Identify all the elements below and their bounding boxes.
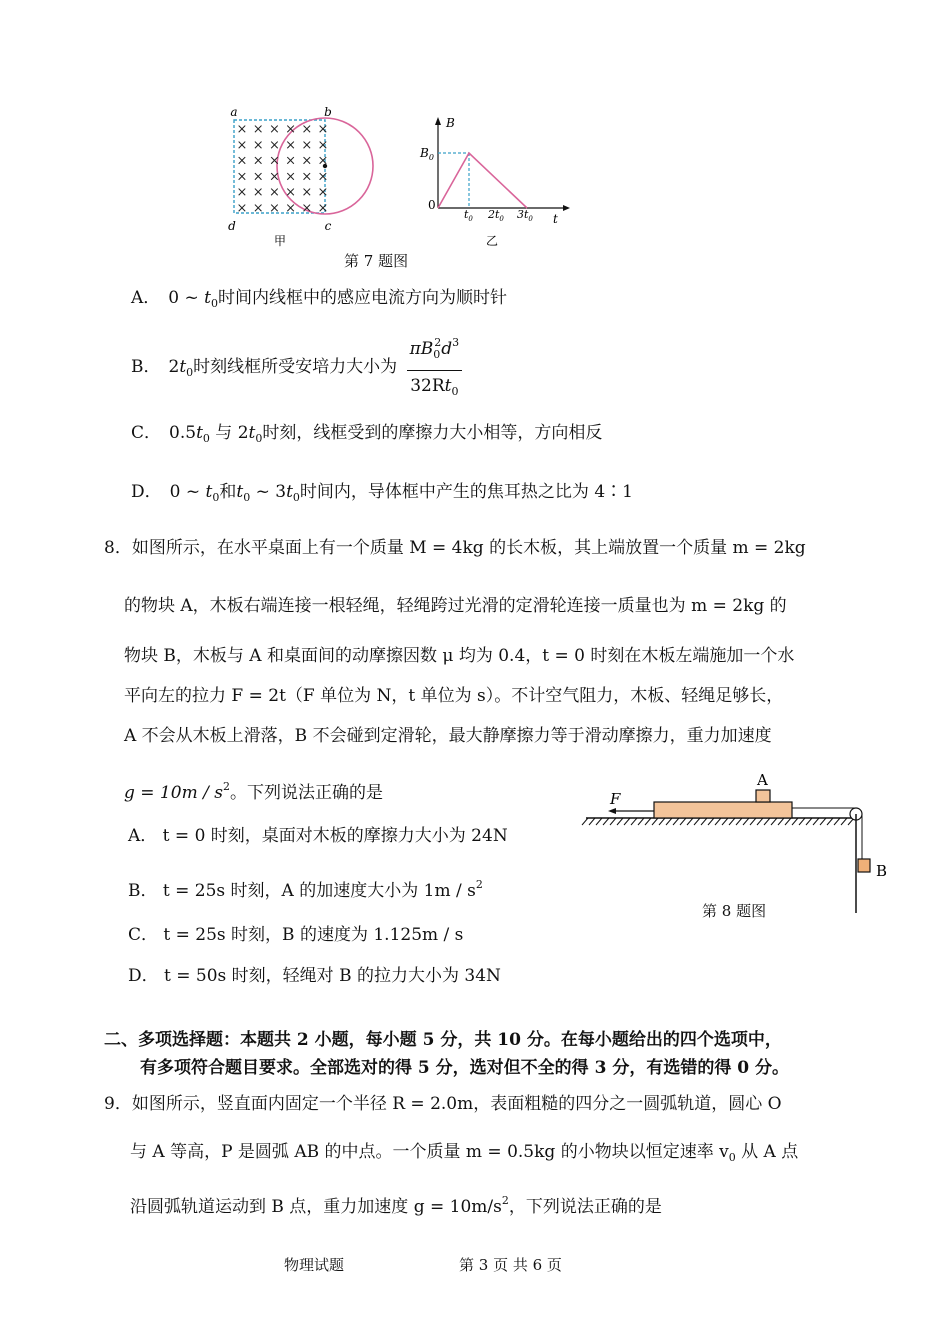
block-a: [756, 790, 770, 802]
hatch-line: [827, 818, 833, 825]
fig8-caption: 第 8 题图: [702, 902, 767, 920]
magnetic-field-crosses: [237, 122, 329, 216]
field-cross: ×: [268, 122, 280, 137]
hatch-line: [722, 818, 728, 825]
hatch-line: [764, 818, 770, 825]
hatch-line: [750, 818, 756, 825]
hatch-line: [792, 818, 798, 825]
field-cross: ×: [285, 153, 297, 169]
q9-line-3: 沿圆弧轨道运动到 B 点，重力加速度 $g = 10m/s^2$，下列说法正确的是: [130, 1194, 662, 1217]
hatch-line: [743, 818, 749, 825]
field-cross: ×: [252, 137, 264, 153]
hatch-line: [589, 818, 595, 825]
section2-heading-line2: 有多项符合题目要求。全部选对的得 5 分，选对但不全的得 3 分，有选错的得 0 分。: [140, 1058, 789, 1078]
q8-option-c: C． t = 25s 时刻，B 的速度为 1.125m / s: [128, 925, 464, 945]
field-cross: ×: [252, 153, 264, 169]
corner-b: b: [324, 105, 332, 119]
hatch-line: [652, 818, 658, 825]
hatch-line: [631, 818, 637, 825]
q8-figure: [578, 768, 898, 918]
q7-option-d: D． 0 ~ $t_0$和$t_0$ ~ $3t_0$时间内，导体框中产生的焦耳热之比为 4∶1: [131, 482, 633, 504]
hatch-line: [820, 818, 826, 825]
hatch-line: [582, 818, 588, 825]
hatch-line: [659, 818, 665, 825]
hatch-line: [771, 818, 777, 825]
field-cross: ×: [317, 201, 329, 216]
fig7-jia-diagram: [228, 105, 373, 248]
hatch-line: [638, 818, 644, 825]
jia-label: 甲: [273, 234, 287, 248]
b-axis-label: B: [446, 116, 455, 130]
hatch-line: [617, 818, 623, 825]
table-hatching: [582, 818, 854, 825]
q7-option-a: A． 0 ~ $t_0$时间内线框中的感应电流方向为顺时针: [131, 288, 507, 310]
field-cross: ×: [301, 153, 313, 169]
hatch-line: [757, 818, 763, 825]
hatch-line: [834, 818, 840, 825]
hatch-line: [603, 818, 609, 825]
hatch-line: [813, 818, 819, 825]
hatch-line: [687, 818, 693, 825]
tick-2t0: $2t_0$: [488, 208, 504, 223]
q7-option-c: C． $0.5t_0$ 与 $2t_0$时刻，线框受到的摩擦力大小相等，方向相反: [131, 423, 603, 445]
corner-d: d: [228, 219, 236, 233]
fig7-diagrams: [215, 105, 575, 250]
field-cross: ×: [285, 201, 297, 216]
hatch-line: [799, 818, 805, 825]
field-cross: ×: [252, 185, 264, 201]
field-cross: ×: [317, 137, 329, 153]
field-cross: ×: [285, 122, 297, 137]
field-cross: ×: [236, 137, 248, 153]
fig7-caption: 第 7 题图: [344, 252, 409, 270]
field-cross: ×: [301, 122, 313, 137]
footer-page-number: 第 3 页 共 6 页: [459, 1256, 562, 1274]
field-cross: ×: [252, 169, 264, 185]
section2-heading-line1: 二、多项选择题：本题共 2 小题，每小题 5 分，共 10 分。在每小题给出的四个选项中，: [104, 1030, 782, 1050]
tick-t0: $t_0$: [464, 208, 473, 223]
field-cross: ×: [236, 169, 248, 185]
hatch-line: [680, 818, 686, 825]
q8-line-4: 平向左的拉力 F = 2t（F 单位为 N，t 单位为 s）。不计空气阻力，木板、轻绳足够长，: [124, 686, 784, 706]
hatch-line: [778, 818, 784, 825]
origin-label: 0: [428, 198, 436, 212]
block-b-label: B: [876, 862, 888, 880]
field-cross: ×: [268, 185, 280, 201]
field-cross: ×: [301, 185, 313, 201]
hatch-line: [806, 818, 812, 825]
q8-option-b: B． t = 25s 时刻，A 的加速度大小为 $1m / s^2$: [128, 878, 483, 901]
hatch-line: [701, 818, 707, 825]
b-axis-arrow: [435, 117, 441, 125]
hatch-line: [785, 818, 791, 825]
field-cross: ×: [236, 153, 248, 169]
hatch-line: [715, 818, 721, 825]
q8-line-1: 8．如图所示，在水平桌面上有一个质量 M = 4kg 的长木板，其上端放置一个质量 m = 2kg: [104, 538, 806, 558]
q8-option-a: A． t = 0 时刻，桌面对木板的摩擦力大小为 24N: [128, 826, 508, 846]
corner-a: a: [230, 105, 238, 119]
long-board: [654, 802, 792, 818]
q8-line-6: $g = 10m / s^2$。下列说法正确的是: [124, 780, 383, 803]
corner-c: c: [324, 219, 332, 233]
hatch-line: [666, 818, 672, 825]
field-cross: ×: [252, 122, 264, 137]
field-cross: ×: [268, 201, 280, 216]
force-f-arrowhead: [608, 808, 616, 814]
hatch-line: [736, 818, 742, 825]
t-axis-arrow: [563, 205, 570, 211]
hatch-line: [645, 818, 651, 825]
block-b: [858, 859, 870, 872]
q9-line-2: 与 A 等高，P 是圆弧 AB 的中点。一个质量 m = 0.5kg 的小物块以恒定速率 $v_0$ 从 A 点: [130, 1142, 799, 1164]
fig7-yi-graph: [419, 116, 570, 248]
yi-label: 乙: [485, 234, 499, 248]
q8-line-2: 的物块 A，木板右端连接一根轻绳，轻绳跨过光滑的定滑轮连接一质量也为 m = 2kg 的: [124, 596, 787, 616]
hatch-line: [673, 818, 679, 825]
field-cross: ×: [268, 169, 280, 185]
b0-label: $B_0$: [420, 146, 434, 162]
field-cross: ×: [285, 185, 297, 201]
t-axis-label: t: [553, 212, 558, 226]
field-cross: ×: [317, 122, 329, 137]
field-cross: ×: [236, 122, 248, 137]
hatch-line: [624, 818, 630, 825]
field-cross: ×: [317, 185, 329, 201]
hatch-line: [841, 818, 847, 825]
force-f-label: F: [610, 790, 621, 808]
q8-line-3: 物块 B，木板与 A 和桌面间的动摩擦因数 μ 均为 0.4，t = 0 时刻在木板左端施加一个水: [124, 646, 795, 666]
field-cross: ×: [285, 137, 297, 153]
field-cross: ×: [301, 137, 313, 153]
hatch-line: [610, 818, 616, 825]
field-cross: ×: [268, 153, 280, 169]
field-cross: ×: [285, 169, 297, 185]
field-cross: ×: [317, 169, 329, 185]
tick-3t0: $3t_0$: [517, 208, 533, 223]
field-cross: ×: [301, 201, 313, 216]
q7-option-b: B． $2t_0$时刻线框所受安培力大小为 $\frac{\pi B_0^2d^3}{32Rt_0}$: [131, 330, 462, 405]
q8-line-5: A 不会从木板上滑落，B 不会碰到定滑轮，最大静摩擦力等于滑动摩擦力，重力加速度: [124, 726, 772, 746]
hatch-line: [708, 818, 714, 825]
b-t-curve: [438, 153, 527, 208]
q9-line-1: 9．如图所示，竖直面内固定一个半径 R = 2.0m，表面粗糙的四分之一圆弧轨道，圆心 O: [104, 1094, 782, 1114]
ampere-force-fraction: $\frac{\pi B_0^2d^3}{32Rt_0}$: [407, 330, 463, 405]
field-cross: ×: [236, 201, 248, 216]
field-cross: ×: [317, 153, 329, 169]
field-cross: ×: [301, 169, 313, 185]
block-a-label: A: [757, 771, 768, 789]
footer-subject: 物理试题: [284, 1256, 345, 1274]
field-cross: ×: [252, 201, 264, 216]
field-cross: ×: [268, 137, 280, 153]
hatch-line: [729, 818, 735, 825]
field-cross: ×: [236, 185, 248, 201]
hatch-line: [694, 818, 700, 825]
q8-option-d: D． t = 50s 时刻，轻绳对 B 的拉力大小为 34N: [128, 966, 501, 986]
hatch-line: [596, 818, 602, 825]
